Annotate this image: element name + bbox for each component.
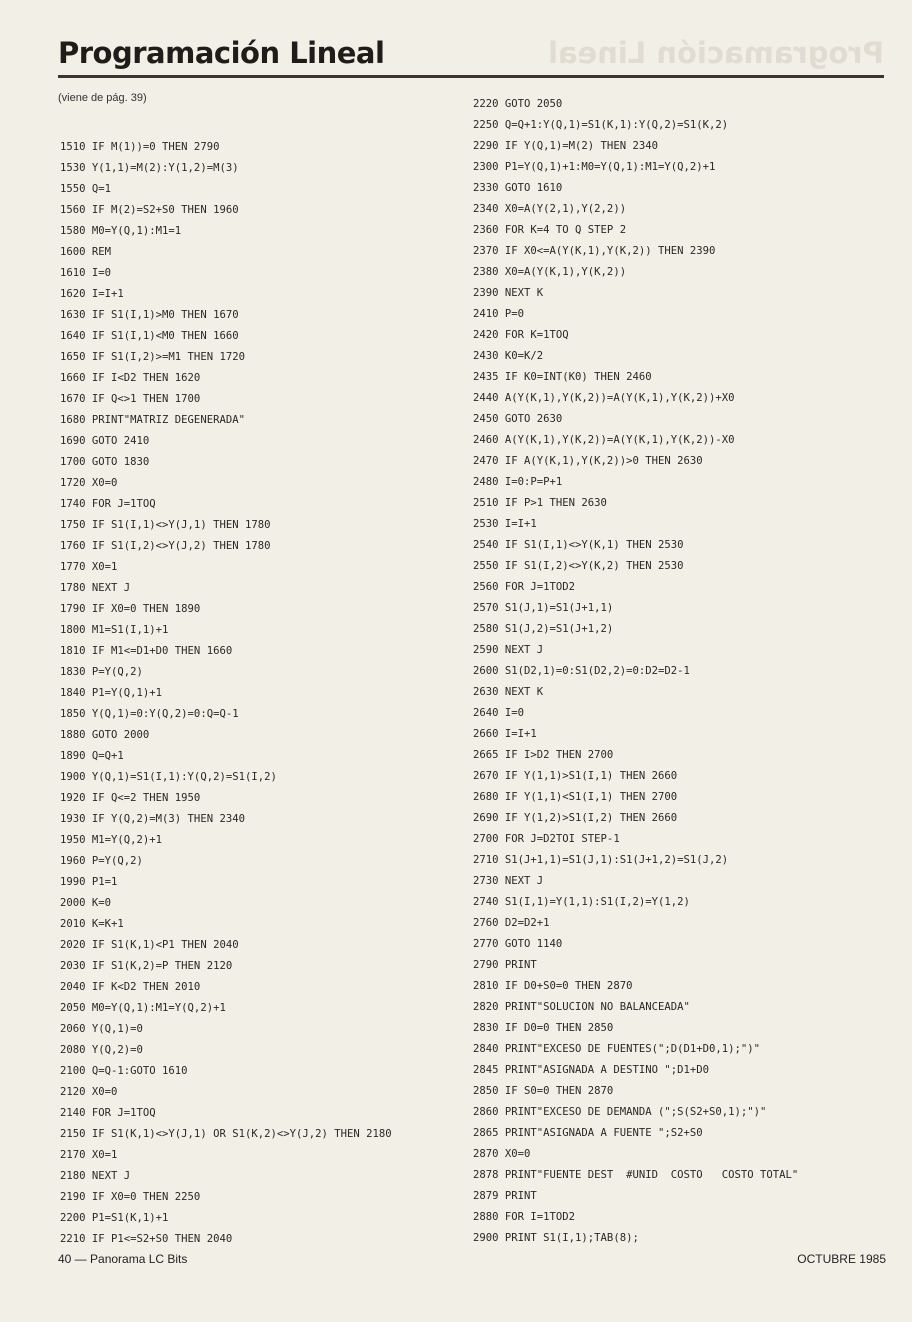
code-line: 2740 S1(I,1)=Y(1,1):S1(I,2)=Y(1,2) (473, 896, 690, 908)
code-line: 2480 I=0:P=P+1 (473, 476, 563, 488)
code-line: 1810 IF M1<=D1+D0 THEN 1660 (60, 645, 233, 657)
code-line: 1610 I=0 (60, 267, 112, 279)
code-line: 1960 P=Y(Q,2) (60, 855, 143, 867)
code-line: 1510 IF M(1))=0 THEN 2790 (60, 141, 220, 153)
code-line: 2460 A(Y(K,1),Y(K,2))=A(Y(K,1),Y(K,2))-X0 (473, 434, 735, 446)
code-line: 2170 X0=1 (60, 1149, 118, 1161)
code-line: 2200 P1=S1(K,1)+1 (60, 1212, 169, 1224)
code-line: 2810 IF D0+S0=0 THEN 2870 (473, 980, 633, 992)
code-line: 1890 Q=Q+1 (60, 750, 124, 762)
continued-note: (viene de pág. 39) (58, 92, 147, 104)
code-line: 2030 IF S1(K,2)=P THEN 2120 (60, 960, 233, 972)
code-line: 2879 PRINT (473, 1190, 537, 1202)
code-line: 2600 S1(D2,1)=0:S1(D2,2)=0:D2=D2-1 (473, 665, 690, 677)
code-line: 2850 IF S0=0 THEN 2870 (473, 1085, 614, 1097)
code-line: 2710 S1(J+1,1)=S1(J,1):S1(J+1,2)=S1(J,2) (473, 854, 729, 866)
code-line: 2880 FOR I=1TOD2 (473, 1211, 576, 1223)
code-line: 1580 M0=Y(Q,1):M1=1 (60, 225, 182, 237)
code-line: 2100 Q=Q-1:GOTO 1610 (60, 1065, 188, 1077)
code-line: 2580 S1(J,2)=S1(J+1,2) (473, 623, 614, 635)
code-line: 1990 P1=1 (60, 876, 118, 888)
code-line: 2760 D2=D2+1 (473, 917, 550, 929)
code-line: 2440 A(Y(K,1),Y(K,2))=A(Y(K,1),Y(K,2))+X0 (473, 392, 735, 404)
code-line: 2820 PRINT"SOLUCION NO BALANCEADA" (473, 1001, 690, 1013)
code-line: 2865 PRINT"ASIGNADA A FUENTE ";S2+S0 (473, 1127, 703, 1139)
code-line: 1780 NEXT J (60, 582, 131, 594)
code-line: 2560 FOR J=1TOD2 (473, 581, 576, 593)
code-line: 2840 PRINT"EXCESO DE FUENTES(";D(D1+D0,1);")" (473, 1043, 761, 1055)
show-through-title: Programación Lineal (548, 36, 884, 70)
code-line: 2435 IF K0=INT(K0) THEN 2460 (473, 371, 652, 383)
code-line: 1930 IF Y(Q,2)=M(3) THEN 2340 (60, 813, 245, 825)
code-line: 1660 IF I<D2 THEN 1620 (60, 372, 201, 384)
code-line: 2830 IF D0=0 THEN 2850 (473, 1022, 614, 1034)
code-line: 1720 X0=0 (60, 477, 118, 489)
code-line: 2700 FOR J=D2TOI STEP-1 (473, 833, 620, 845)
code-line: 2430 K0=K/2 (473, 350, 544, 362)
code-line: 1850 Y(Q,1)=0:Y(Q,2)=0:Q=Q-1 (60, 708, 239, 720)
code-line: 1650 IF S1(I,2)>=M1 THEN 1720 (60, 351, 245, 363)
code-line: 2550 IF S1(I,2)<>Y(K,2) THEN 2530 (473, 560, 684, 572)
code-line: 1830 P=Y(Q,2) (60, 666, 143, 678)
code-line: 1560 IF M(2)=S2+S0 THEN 1960 (60, 204, 239, 216)
code-line: 2690 IF Y(1,2)>S1(I,2) THEN 2660 (473, 812, 678, 824)
code-line: 1880 GOTO 2000 (60, 729, 150, 741)
code-line: 2470 IF A(Y(K,1),Y(K,2))>0 THEN 2630 (473, 455, 703, 467)
code-line: 2670 IF Y(1,1)>S1(I,1) THEN 2660 (473, 770, 678, 782)
code-line: 2050 M0=Y(Q,1):M1=Y(Q,2)+1 (60, 1002, 226, 1014)
code-line: 2220 GOTO 2050 (473, 98, 563, 110)
code-line: 2390 NEXT K (473, 287, 544, 299)
code-line: 2590 NEXT J (473, 644, 544, 656)
code-line: 2450 GOTO 2630 (473, 413, 563, 425)
code-line: 2770 GOTO 1140 (473, 938, 563, 950)
code-line: 2530 I=I+1 (473, 518, 537, 530)
code-line: 1630 IF S1(I,1)>M0 THEN 1670 (60, 309, 239, 321)
code-line: 2360 FOR K=4 TO Q STEP 2 (473, 224, 627, 236)
code-line: 2790 PRINT (473, 959, 537, 971)
code-line: 2040 IF K<D2 THEN 2010 (60, 981, 201, 993)
code-line: 1760 IF S1(I,2)<>Y(J,2) THEN 1780 (60, 540, 271, 552)
code-line: 2570 S1(J,1)=S1(J+1,1) (473, 602, 614, 614)
code-line: 2900 PRINT S1(I,1);TAB(8); (473, 1232, 639, 1244)
code-line: 2180 NEXT J (60, 1170, 131, 1182)
code-line: 1950 M1=Y(Q,2)+1 (60, 834, 163, 846)
code-line: 2080 Y(Q,2)=0 (60, 1044, 143, 1056)
code-line: 2120 X0=0 (60, 1086, 118, 1098)
page-title: Programación Lineal (58, 36, 385, 70)
code-line: 2860 PRINT"EXCESO DE DEMANDA (";S(S2+S0,1);")" (473, 1106, 767, 1118)
code-line: 1640 IF S1(I,1)<M0 THEN 1660 (60, 330, 239, 342)
code-listing-right (473, 94, 893, 1249)
code-line: 2290 IF Y(Q,1)=M(2) THEN 2340 (473, 140, 658, 152)
code-line: 2000 K=0 (60, 897, 112, 909)
title-rule (58, 75, 884, 78)
code-line: 2140 FOR J=1TOQ (60, 1107, 156, 1119)
code-line: 2250 Q=Q+1:Y(Q,1)=S1(K,1):Y(Q,2)=S1(K,2) (473, 119, 729, 131)
code-line: 1600 REM (60, 246, 112, 258)
code-line: 1840 P1=Y(Q,1)+1 (60, 687, 163, 699)
code-line: 1670 IF Q<>1 THEN 1700 (60, 393, 201, 405)
code-line: 2010 K=K+1 (60, 918, 124, 930)
code-line: 2510 IF P>1 THEN 2630 (473, 497, 607, 509)
code-line: 2630 NEXT K (473, 686, 544, 698)
code-line: 2060 Y(Q,1)=0 (60, 1023, 143, 1035)
code-line: 1700 GOTO 1830 (60, 456, 150, 468)
code-line: 2845 PRINT"ASIGNADA A DESTINO ";D1+D0 (473, 1064, 709, 1076)
code-line: 1690 GOTO 2410 (60, 435, 150, 447)
code-line: 2020 IF S1(K,1)<P1 THEN 2040 (60, 939, 239, 951)
code-line: 2665 IF I>D2 THEN 2700 (473, 749, 614, 761)
code-line: 1920 IF Q<=2 THEN 1950 (60, 792, 201, 804)
code-listing-left (60, 137, 460, 1250)
code-line: 2210 IF P1<=S2+S0 THEN 2040 (60, 1233, 233, 1245)
code-line: 2870 X0=0 (473, 1148, 531, 1160)
code-line: 1530 Y(1,1)=M(2):Y(1,2)=M(3) (60, 162, 239, 174)
code-line: 2540 IF S1(I,1)<>Y(K,1) THEN 2530 (473, 539, 684, 551)
code-line: 2300 P1=Y(Q,1)+1:M0=Y(Q,1):M1=Y(Q,2)+1 (473, 161, 716, 173)
code-line: 1800 M1=S1(I,1)+1 (60, 624, 169, 636)
code-line: 2330 GOTO 1610 (473, 182, 563, 194)
code-line: 1740 FOR J=1TOQ (60, 498, 156, 510)
code-line: 2420 FOR K=1TOQ (473, 329, 569, 341)
code-line: 1900 Y(Q,1)=S1(I,1):Y(Q,2)=S1(I,2) (60, 771, 277, 783)
code-line: 2660 I=I+1 (473, 728, 537, 740)
code-line: 2380 X0=A(Y(K,1),Y(K,2)) (473, 266, 627, 278)
code-line: 1770 X0=1 (60, 561, 118, 573)
code-line: 2640 I=0 (473, 707, 525, 719)
code-line: 2370 IF X0<=A(Y(K,1),Y(K,2)) THEN 2390 (473, 245, 716, 257)
footer-page-number: 40 — Panorama LC Bits (58, 1252, 188, 1266)
code-line: 2680 IF Y(1,1)<S1(I,1) THEN 2700 (473, 791, 678, 803)
code-line: 2410 P=0 (473, 308, 525, 320)
code-line: 2730 NEXT J (473, 875, 544, 887)
code-line: 2340 X0=A(Y(2,1),Y(2,2)) (473, 203, 627, 215)
code-line: 1620 I=I+1 (60, 288, 124, 300)
code-line: 2190 IF X0=0 THEN 2250 (60, 1191, 201, 1203)
code-line: 2150 IF S1(K,1)<>Y(J,1) OR S1(K,2)<>Y(J,2) THEN 2180 (60, 1128, 392, 1140)
code-line: 1790 IF X0=0 THEN 1890 (60, 603, 201, 615)
code-line: 2878 PRINT"FUENTE DEST #UNID COSTO COSTO TOTAL" (473, 1169, 799, 1181)
code-line: 1750 IF S1(I,1)<>Y(J,1) THEN 1780 (60, 519, 271, 531)
footer-date: OCTUBRE 1985 (797, 1252, 886, 1266)
code-line: 1680 PRINT"MATRIZ DEGENERADA" (60, 414, 245, 426)
code-line: 1550 Q=1 (60, 183, 112, 195)
